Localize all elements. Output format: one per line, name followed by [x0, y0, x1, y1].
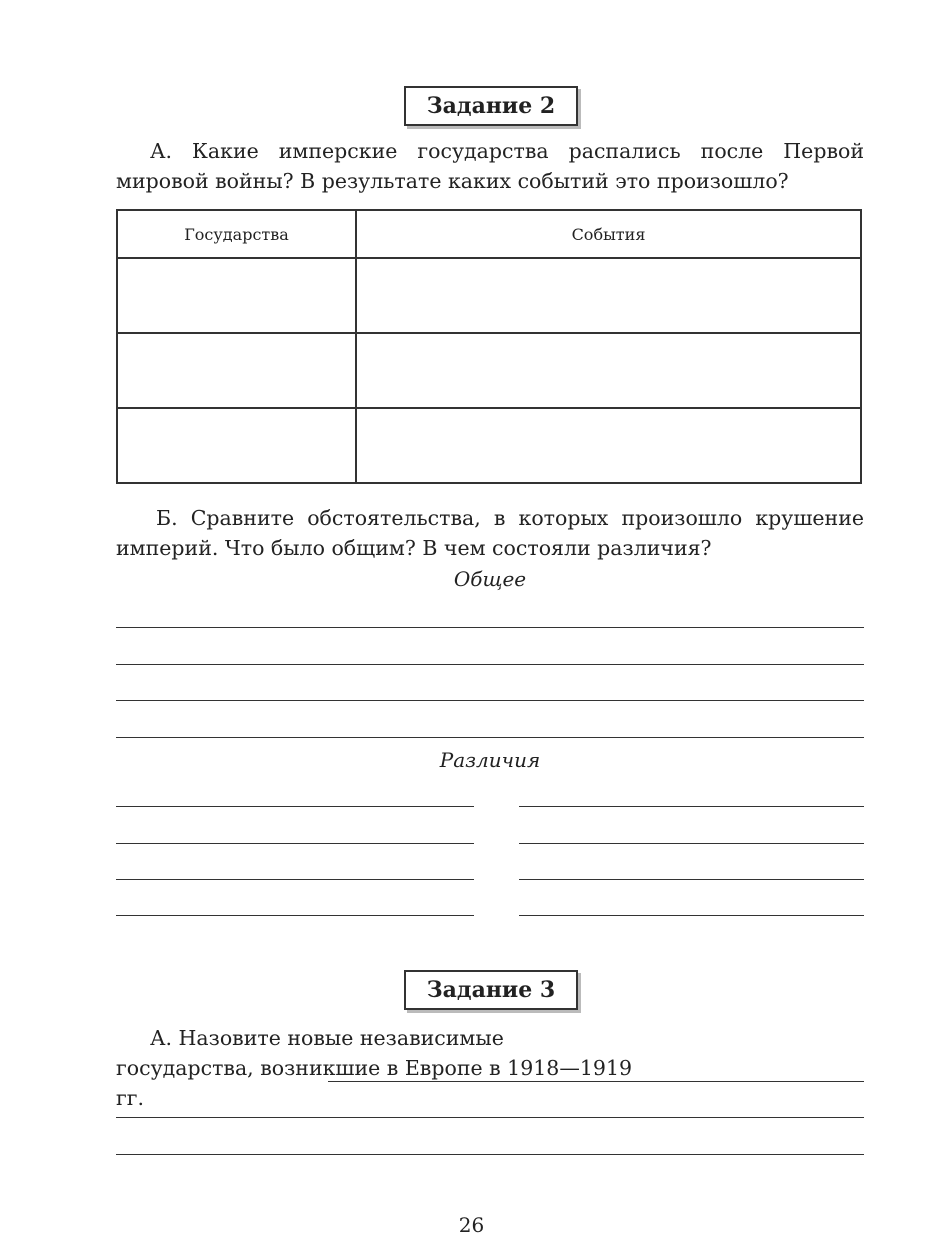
- common-label: Общее: [453, 567, 527, 591]
- task2-part-b: Б. Сравните обстоятельства, в которых произошло крушение империй. Что было общим? В чем состояли различия?: [116, 506, 864, 560]
- answer-line-diff-left[interactable]: [116, 915, 474, 916]
- table-cell-state[interactable]: [117, 408, 356, 483]
- differences-label: Различия: [439, 748, 541, 772]
- header-states: Государства: [117, 210, 356, 258]
- answer-line-common[interactable]: [116, 700, 864, 701]
- table-row: [117, 408, 861, 483]
- answer-line-diff-right[interactable]: [519, 915, 864, 916]
- table-row: [117, 333, 861, 408]
- header-events: События: [356, 210, 861, 258]
- answer-line-common[interactable]: [116, 664, 864, 665]
- table-cell-state[interactable]: [117, 333, 356, 408]
- task2-part-a: А. Какие имперские государства распались после Первой мировой войны? В результате каких событий это произошло?: [116, 139, 864, 193]
- answer-line-diff-left[interactable]: [116, 806, 474, 807]
- task3-part-a: А. Назовите новые независимые государства, возникшие в Европе в 1918—1919 гг.: [116, 1026, 633, 1110]
- answer-line-diff-left[interactable]: [116, 879, 474, 880]
- answer-line-common[interactable]: [116, 737, 864, 738]
- answer-line-diff-right[interactable]: [519, 879, 864, 880]
- table-row: [117, 258, 861, 333]
- table-cell-event[interactable]: [356, 333, 861, 408]
- states-events-table: [116, 209, 862, 484]
- answer-line-diff-right[interactable]: [519, 843, 864, 844]
- table-cell-event[interactable]: [356, 258, 861, 333]
- answer-line-task3[interactable]: [116, 1117, 864, 1118]
- page-number: 26: [458, 1213, 485, 1237]
- answer-line-task3[interactable]: [328, 1081, 864, 1082]
- answer-line-diff-right[interactable]: [519, 806, 864, 807]
- answer-line-diff-left[interactable]: [116, 843, 474, 844]
- table-cell-state[interactable]: [117, 258, 356, 333]
- answer-line-task3[interactable]: [116, 1154, 864, 1155]
- table-cell-event[interactable]: [356, 408, 861, 483]
- task2-title: Задание 2: [404, 86, 578, 126]
- answer-line-common[interactable]: [116, 627, 864, 628]
- task3-title: Задание 3: [404, 970, 578, 1010]
